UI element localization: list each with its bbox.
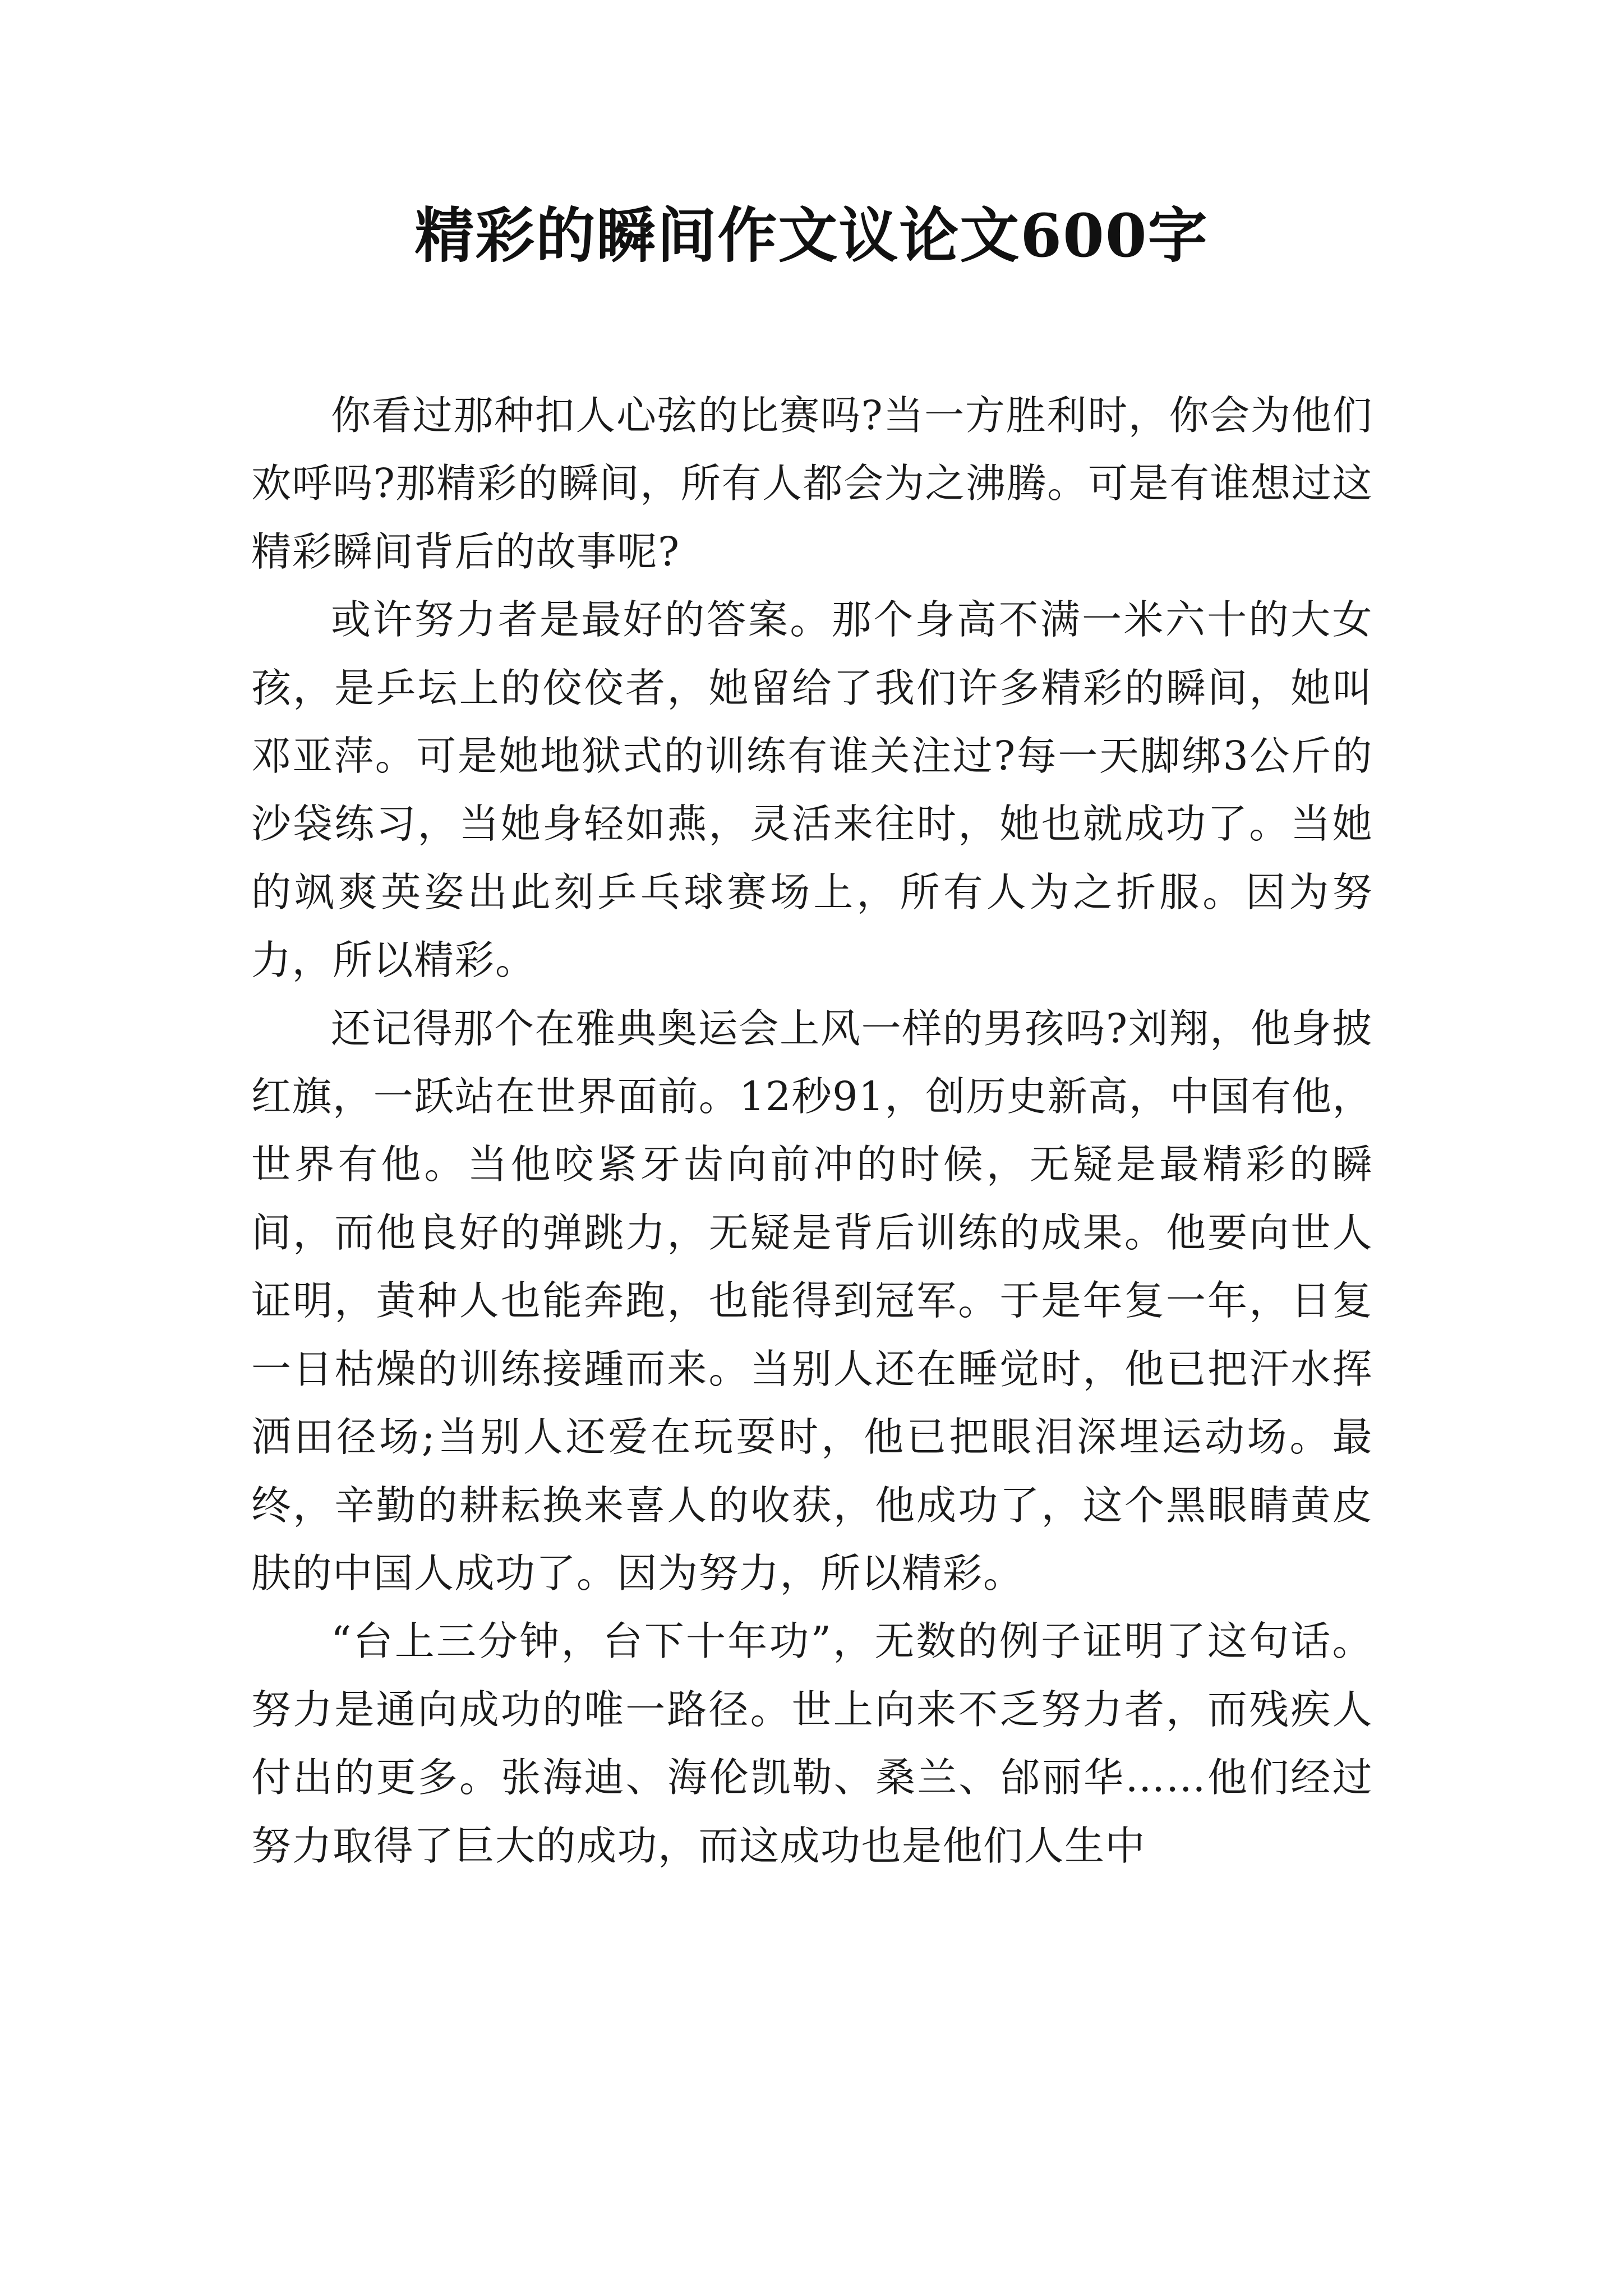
paragraph-3: 还记得那个在雅典奥运会上风一样的男孩吗?刘翔，他身披红旗，一跃站在世界面前。12秒91，创历史新高，中国有他，世界有他。当他咬紧牙齿向前冲的时候，无疑是最精彩的瞬间，而他良好的弹跳力，无疑是背后训练的成果。他要向世人证明，黄种人也能奔跑，也能得到冠军。于是年复一年，日复一日枯燥的训练接踵而来。当别人还在睡觉时，他已把汗水挥洒田径场;当别人还爱在玩耍时，他已把眼泪深埋运动场。最终，辛勤的耕耘换来喜人的收获，他成功了，这个黑眼睛黄皮肤的中国人成功了。因为努力，所以精彩。 <box>251 1005 1373 1596</box>
paragraph-4: “台上三分钟，台下十年功”，无数的例子证明了这句话。努力是通向成功的唯一路径。世上向来不乏努力者，而残疾人付出的更多。张海迪、海伦凯勒、桑兰、邰丽华……他们经过努力取得了巨大的成功，而这成功也是他们人生中 <box>251 1618 1373 1869</box>
document-body <box>251 381 1373 1880</box>
paragraph-2: 或许努力者是最好的答案。那个身高不满一米六十的大女孩，是乒坛上的佼佼者，她留给了我们许多精彩的瞬间，她叫邓亚萍。可是她地狱式的训练有谁关注过?每一天脚绑3公斤的沙袋练习，当她身轻如燕，灵活来往时，她也就成功了。当她的飒爽英姿出此刻乒乓球赛场上，所有人为之折服。因为努力，所以精彩。 <box>251 596 1373 984</box>
paragraph-1: 你看过那种扣人心弦的比赛吗?当一方胜利时，你会为他们欢呼吗?那精彩的瞬间，所有人都会为之沸腾。可是有谁想过这精彩瞬间背后的故事呢? <box>251 392 1373 575</box>
document-title: 精彩的瞬间作文议论文600字 <box>414 200 1209 270</box>
